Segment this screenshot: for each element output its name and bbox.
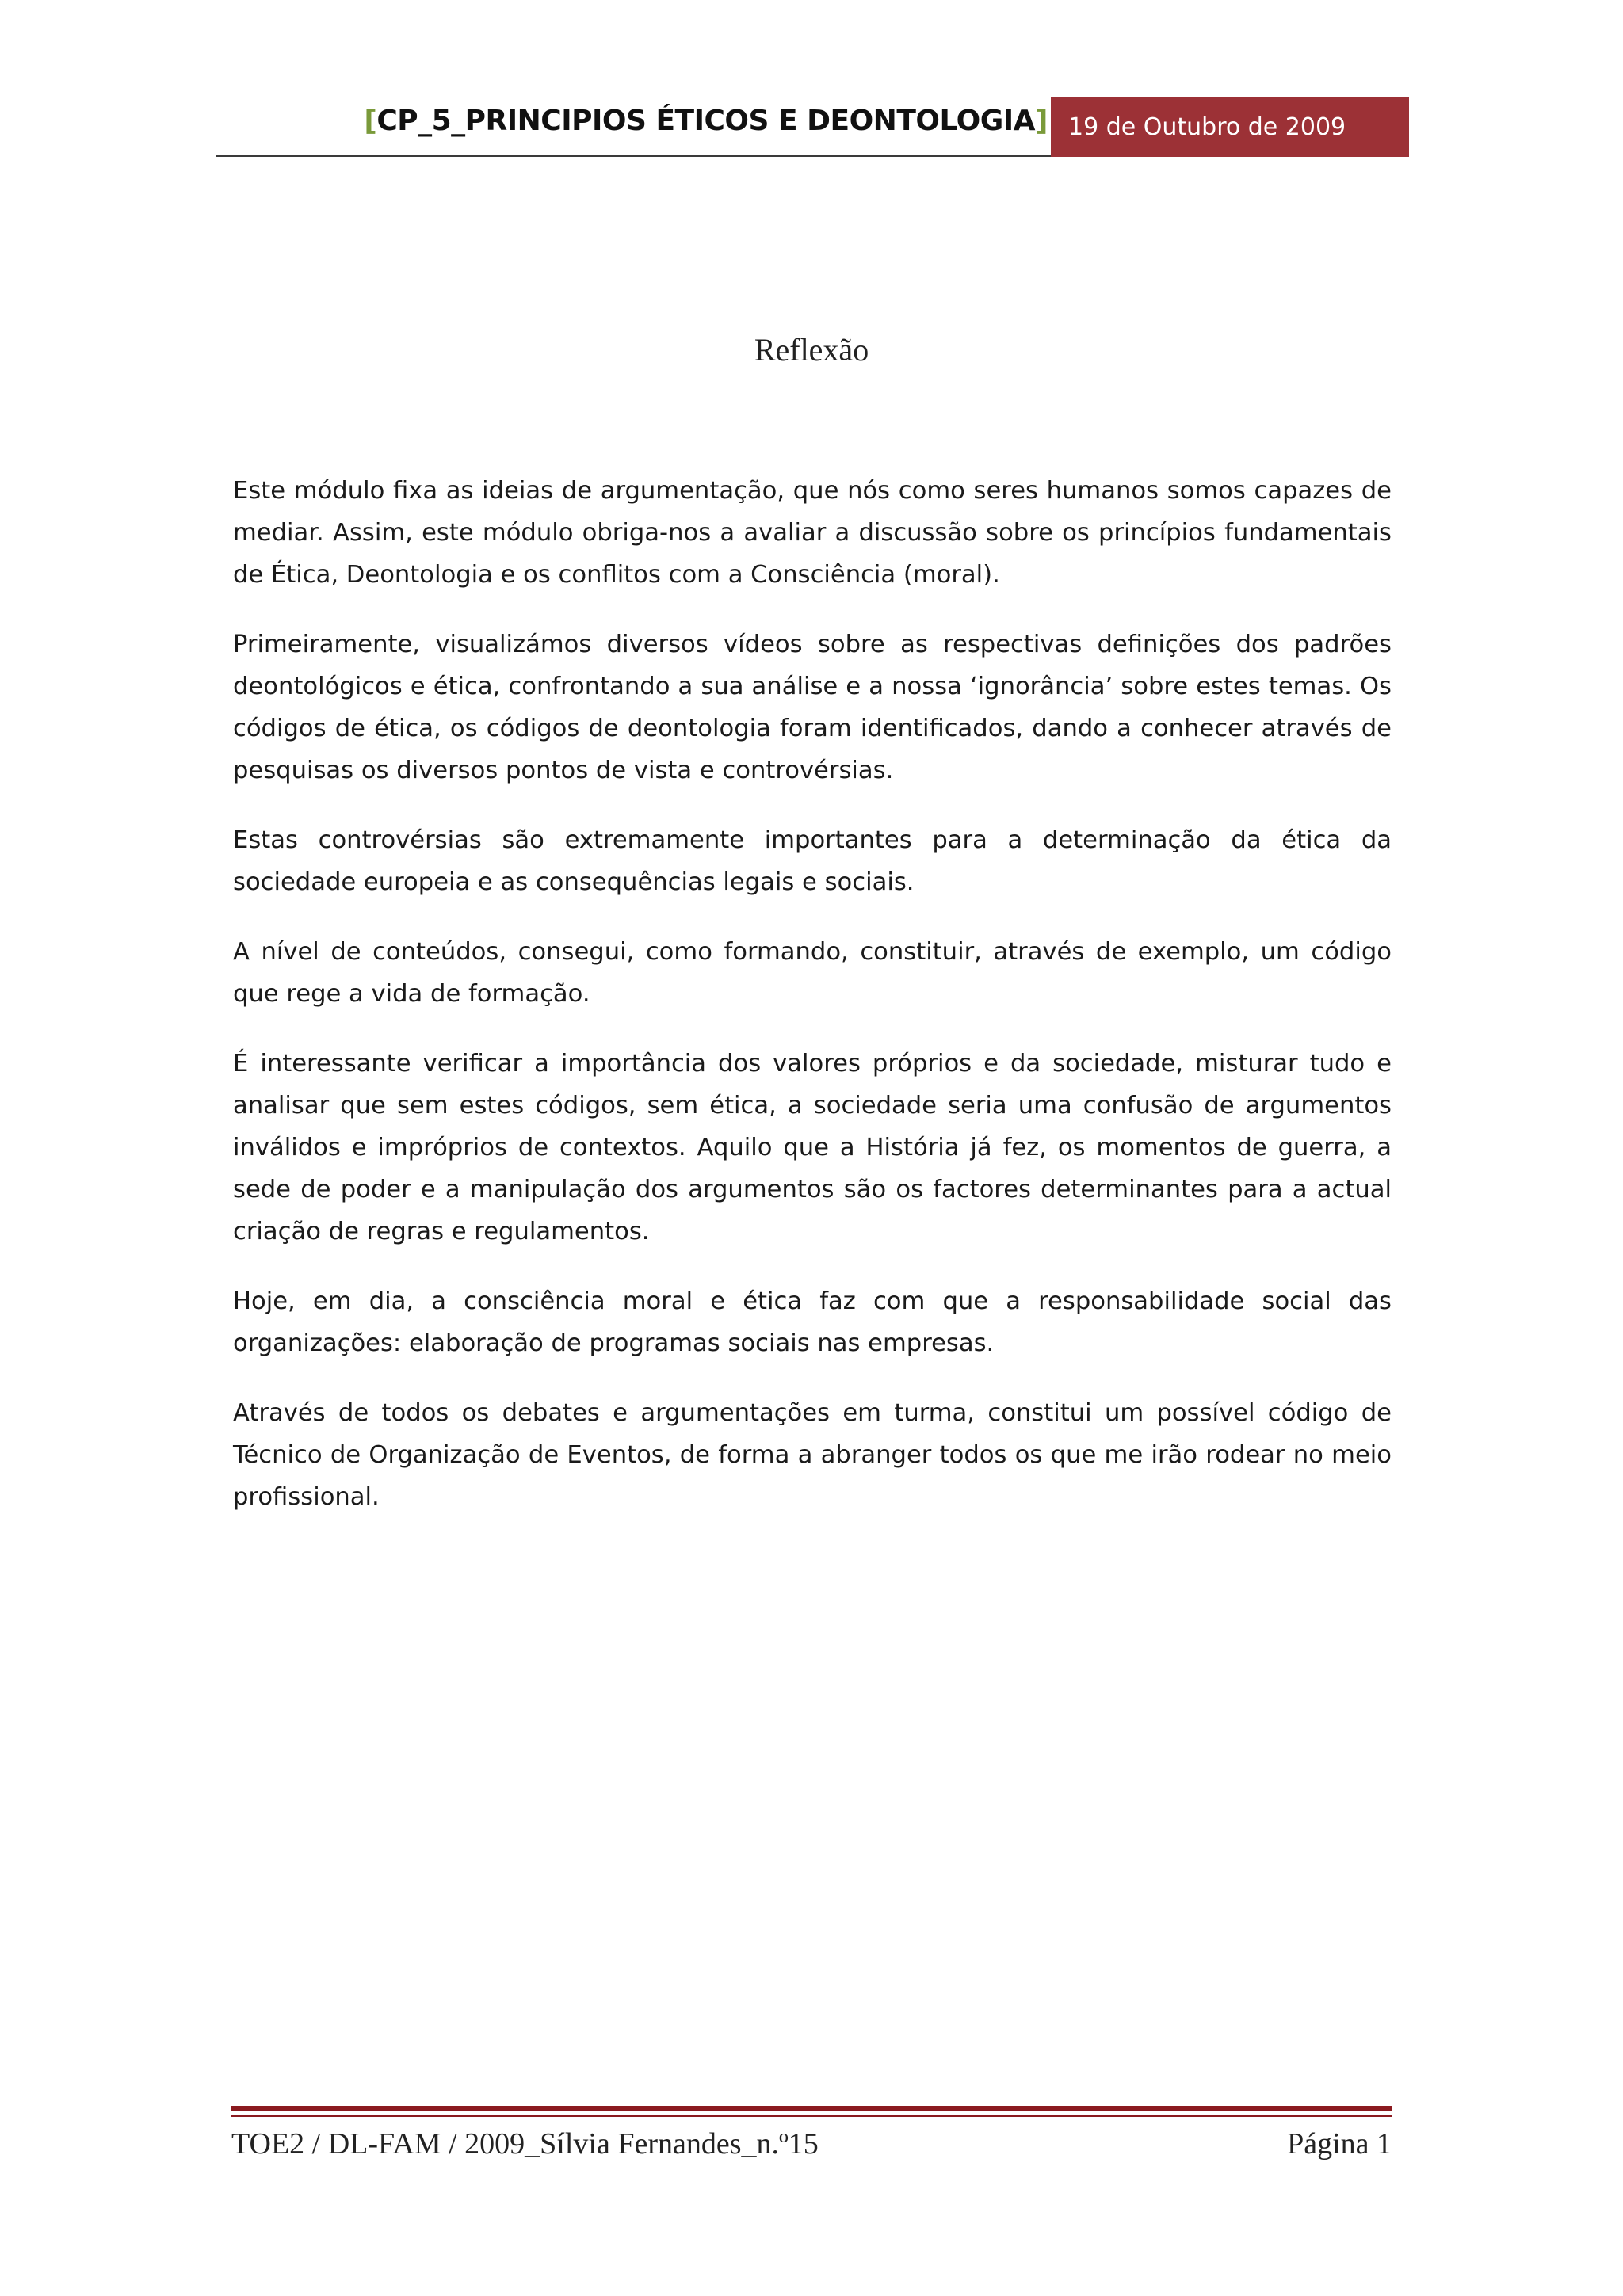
footer-author: TOE2 / DL-FAM / 2009_Sílvia Fernandes_n.º15 xyxy=(231,2127,819,2161)
document-title: Reflexão xyxy=(754,332,869,368)
document-body xyxy=(233,470,1392,1546)
header-title-text: CP_5_PRINCIPIOS ÉTICOS E DEONTOLOGIA xyxy=(376,105,1036,137)
header-bracket-open: [ xyxy=(364,105,377,137)
footer-rule-thick xyxy=(231,2106,1392,2111)
footer-page-number: Página 1 xyxy=(1287,2127,1392,2161)
paragraph: Estas controvérsias são extremamente importantes para a determinação da ética da sociedade europeia e as consequências legais e sociais. xyxy=(233,826,1392,896)
paragraph: Primeiramente, visualizámos diversos vídeos sobre as respectivas definições dos padrões deontológicos e ética, confrontando a sua análise e a nossa ‘ignorância’ sobre estes temas. Os códigos de ética, os códigos de deontologia foram identificados, dando a conhecer através de pesquisas os diversos pontos de vista e controvérsias. xyxy=(233,631,1392,784)
header-bracket-close: ] xyxy=(1035,105,1048,137)
paragraph: Este módulo fixa as ideias de argumentação, que nós como seres humanos somos capazes de mediar. Assim, este módulo obriga-nos a avaliar a discussão sobre os princípios fundamentais de Ética, Deontologia e os conflitos com a Consciência (moral). xyxy=(233,477,1392,589)
paragraph: Através de todos os debates e argumentações em turma, constitui um possível código de Técnico de Organização de Eventos, de forma a abranger todos os que me irão rodear no meio profissional. xyxy=(233,1399,1392,1511)
header-rule xyxy=(216,155,1051,157)
paragraph: Hoje, em dia, a consciência moral e ética faz com que a responsabilidade social das organizações: elaboração de programas sociais nas empresas. xyxy=(233,1287,1392,1357)
footer-rule-thin xyxy=(231,2115,1392,2117)
header-date-box xyxy=(1051,97,1409,157)
header-title xyxy=(364,105,1048,137)
paragraph: É interessante verificar a importância dos valores próprios e da sociedade, misturar tudo e analisar que sem estes códigos, sem ética, a sociedade seria uma confusão de argumentos inválidos e impróprios de contextos. Aquilo que a História já fez, os momentos de guerra, a sede de poder e a manipulação dos argumentos são os factores determinantes para a actual criação de regras e regulamentos. xyxy=(233,1050,1392,1245)
header-date: 19 de Outubro de 2009 xyxy=(1068,113,1346,141)
paragraph: A nível de conteúdos, consegui, como formando, constituir, através de exemplo, um código que rege a vida de formação. xyxy=(233,938,1392,1008)
